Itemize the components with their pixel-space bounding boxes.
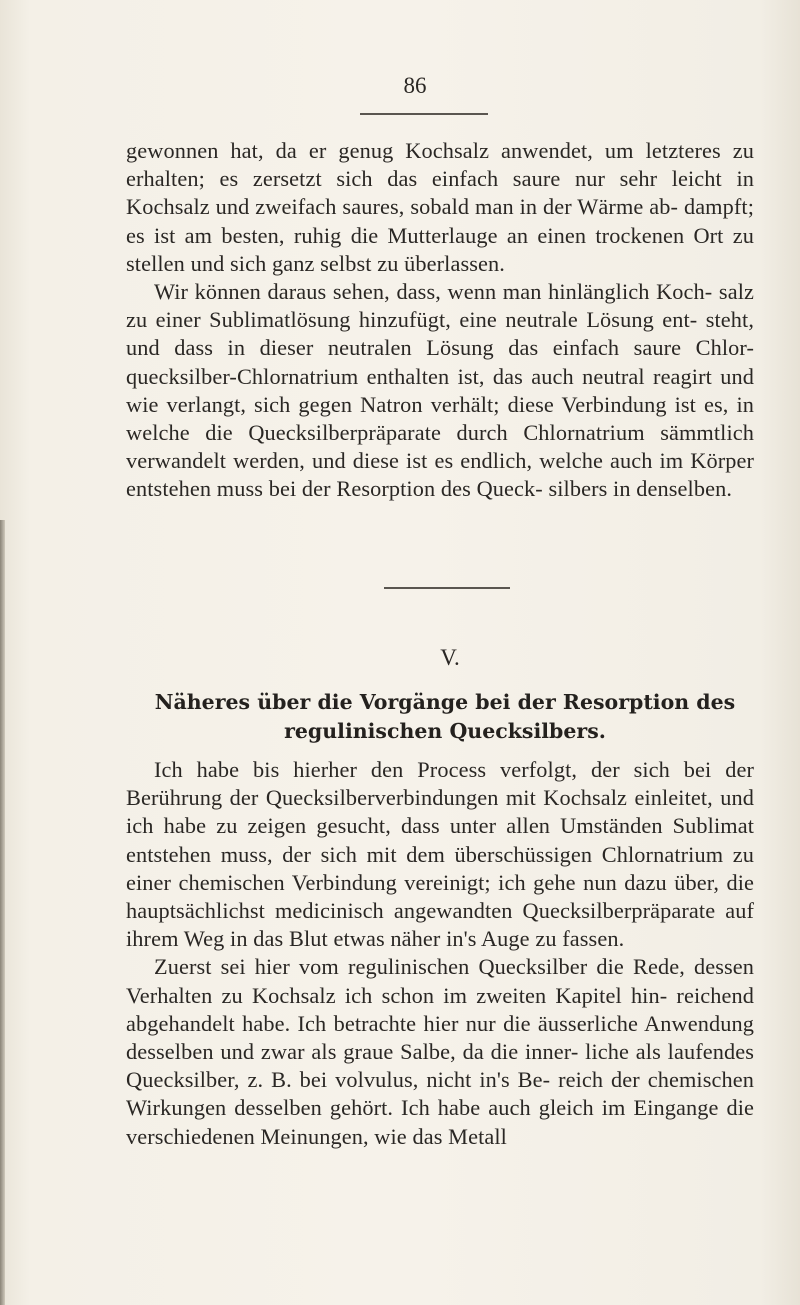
section-number: V.: [440, 645, 460, 670]
binding-edge: [0, 520, 5, 1305]
paragraph: Ich habe bis hierher den Process verfolgt, der sich bei der Berührung der Quecksilberverbindungen mit Kochsalz einleitet, und ich habe zu zeigen gesucht, dass unter allen Umständen Sublimat entstehen muss, der sich mit dem überschüssigen Chlornatrium zu einer chemischen Verbindung vereinigt; ich gehe nun dazu über, die hauptsächlichst medicinisch angewandten Quecksilberpräparate auf ihrem Weg in das Blut etwas näher in's Auge zu fassen.: [126, 757, 754, 952]
paragraph: Zuerst sei hier vom regulinischen Quecksilber die Rede, dessen Verhalten zu Kochsalz ich schon im zweiten Kapitel hin- reichend abgehandelt habe. Ich betrachte hier nur die äusserliche Anwendung desselben und zwar als graue Salbe, da die inner- liche als laufendes Quecksilber, z. B. bei volvulus, nicht in's Be- reich der chemischen Wirkungen desselben gehört. Ich habe auch gleich im Eingange die verschiedenen Meinungen, wie das Metall: [126, 954, 754, 1149]
section-2-body: [126, 756, 754, 1151]
header-rule: [360, 113, 488, 115]
paragraph: Wir können daraus sehen, dass, wenn man hinlänglich Koch- salz zu einer Sublimatlösung hinzufügt, eine neutrale Lösung ent- steht, und dass in dieser neutralen Lösung das einfach saure Chlor- quecksilber-Chlornatrium enthalten ist, das auch neutral reagirt und wie verlangt, sich gegen Natron verhält; diese Verbindung ist es, in welche die Quecksilberpräparate durch Chlornatrium sämmtlich verwandelt werden, und diese ist es endlich, welche auch im Körper entstehen muss bei der Resorption des Queck- silbers in denselben.: [126, 279, 754, 502]
section-title: Näheres über die Vorgänge bei der Resorption des regulinischen Quecksilbers.: [154, 690, 736, 743]
section-1-body: [126, 137, 754, 504]
paragraph: gewonnen hat, da er genug Kochsalz anwendet, um letzteres zu erhalten; es zersetzt sich das einfach saure nur sehr leicht in Kochsalz und zweifach saures, sobald man in der Wärme ab- dampft; es ist am besten, ruhig die Mutterlauge an einen trockenen Ort zu stellen und sich ganz selbst zu überlassen.: [126, 138, 754, 276]
page-number: 86: [403, 73, 427, 98]
section-divider: [384, 587, 510, 589]
